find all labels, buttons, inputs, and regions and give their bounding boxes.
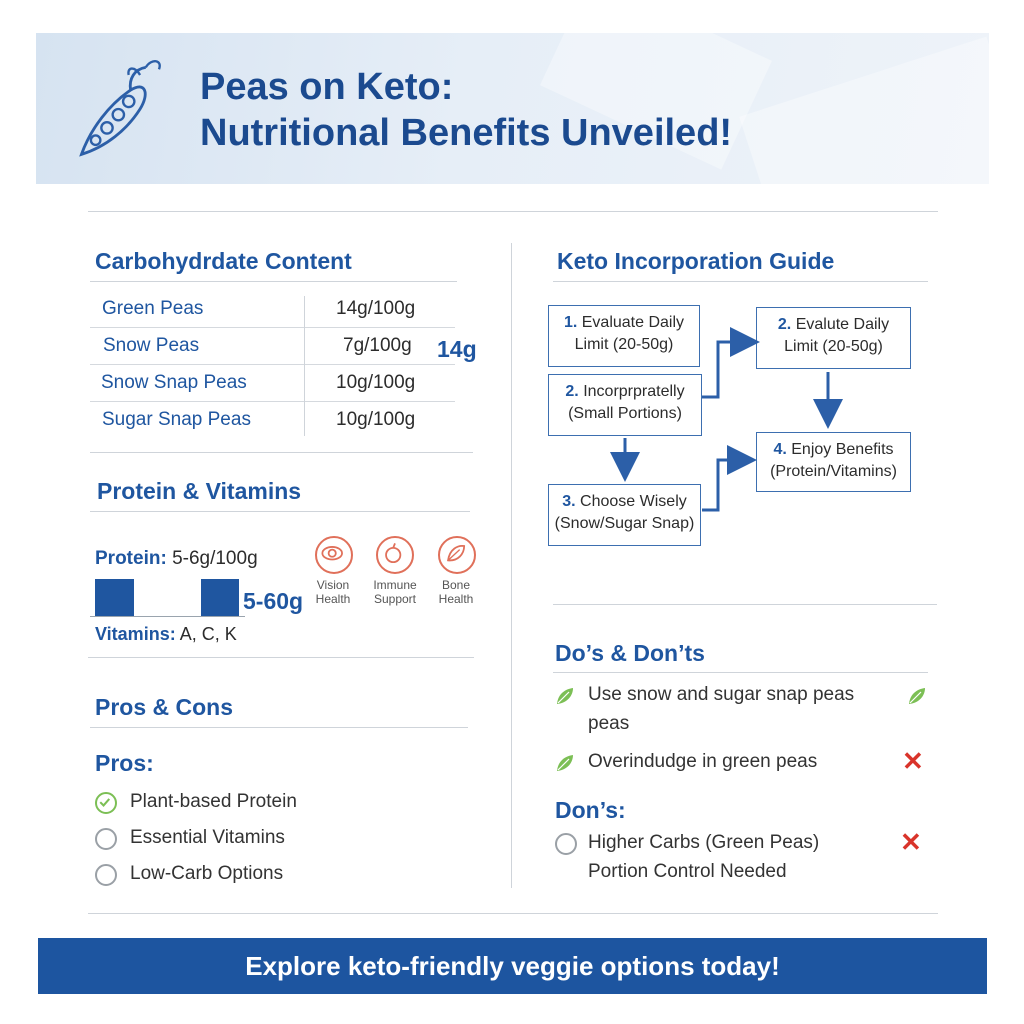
do-text: Use snow and sugar snap peas [588,684,855,705]
step-number: 2. [565,383,579,400]
pros-label: Pros: [95,750,154,776]
dos-heading: Do’s & Don’ts [555,640,705,666]
pro-text: Essential Vitamins [130,827,285,848]
divider [553,281,928,282]
dont-text: Higher Carbs (Green Peas) [588,832,820,853]
arrow-icon [702,342,748,397]
title-line-1: Peas on Keto: [200,66,454,108]
column-divider [304,296,305,436]
step-line: (Protein/Vitamins) [770,463,897,480]
pro-text: Low-Carb Options [130,863,284,884]
arrow-icon [702,460,745,510]
carb-value: 7g/100g [343,335,412,356]
table-row [90,291,455,328]
carb-heading: Carbohydrdate Content [95,248,352,274]
icon-label-line: Vision [316,578,350,592]
dont-text: Portion Control Needed [588,861,787,882]
step-line: Choose Wisely [580,493,687,510]
protein-line [95,548,258,570]
apple-icon [376,536,414,574]
protein-value: 5-6g/100g [172,548,258,569]
column-divider [511,243,512,888]
eye-icon [315,536,353,574]
step-line: Evalute Daily [795,316,890,333]
icon-label-line: Immune [373,578,417,592]
icon-label [421,578,491,606]
divider [88,211,938,212]
do-text: Overindudge in green peas [588,751,818,772]
protein-bar [201,579,239,616]
protein-bar [95,579,134,616]
vitamins-value: A, C, K [179,624,237,644]
carb-value: 10g/100g [336,372,416,393]
pea-pod-icon [72,52,176,166]
carb-name: Green Peas [102,298,204,319]
step-number: 1. [563,314,578,331]
divider [88,913,938,914]
step-line: Incorprpratelly [583,383,685,400]
icon-label-line: Bone [441,578,471,592]
step-line: Evaluate Daily [581,314,685,331]
step-number: 3. [562,493,576,510]
protein-heading: Protein & Vitamins [97,478,302,504]
empty-circle-icon[interactable] [95,828,117,850]
leaf-icon [438,536,476,574]
carb-name: Snow Peas [103,335,200,356]
divider [553,604,937,605]
icon-label [360,578,430,606]
icon-label-line: Health [438,592,474,606]
bar-axis [90,616,245,617]
carb-name: Sugar Snap Peas [102,409,251,430]
icon-label-line: Support [373,592,417,606]
leaf-icon [907,686,927,706]
pro-text: Plant-based Protein [130,791,297,812]
vitamins-line [95,624,237,645]
x-mark-icon: ✕ [902,746,924,776]
vitamins-label: Vitamins: [95,624,176,644]
carb-highlight: 14g [437,336,477,362]
step-line: Limit (20-50g) [784,338,883,355]
table-row [90,365,455,402]
do-text: peas [588,713,630,734]
flow-arrows [540,300,930,550]
divider [553,672,928,673]
title-line-2: Nutritional Benefits Unveiled! [200,112,733,154]
step-number: 2. [777,316,792,333]
pros-cons-heading: Pros & Cons [95,694,234,720]
divider [90,511,470,512]
footer-cta-banner[interactable]: Explore keto-friendly veggie options today! [38,938,987,994]
carb-value: 14g/100g [336,298,416,319]
leaf-icon [555,753,575,773]
empty-circle-icon[interactable] [95,864,117,886]
step-line: (Small Portions) [568,405,682,422]
divider [90,452,473,453]
guide-heading: Keto Incorporation Guide [557,248,835,274]
page-title [200,64,940,156]
icon-label-line: Health [315,592,351,606]
leaf-icon [555,686,575,706]
step-line: Enjoy Benefits [791,441,894,458]
carb-name: Snow Snap Peas [101,372,247,393]
divider [90,281,457,282]
step-line: (Snow/Sugar Snap) [554,515,695,532]
icon-label [298,578,368,606]
divider [88,657,474,658]
table-row [90,328,455,365]
protein-label: Protein: [95,548,167,569]
table-row [90,402,455,439]
x-mark-icon: ✕ [900,827,922,857]
check-circle-icon[interactable] [95,792,117,814]
empty-circle-icon[interactable] [555,833,577,855]
step-line: Limit (20-50g) [574,336,674,353]
divider [90,727,468,728]
step-number: 4. [773,441,787,458]
carb-value: 10g/100g [336,409,416,430]
donts-label: Don’s: [555,797,626,823]
protein-highlight: 5-60g [243,588,304,614]
